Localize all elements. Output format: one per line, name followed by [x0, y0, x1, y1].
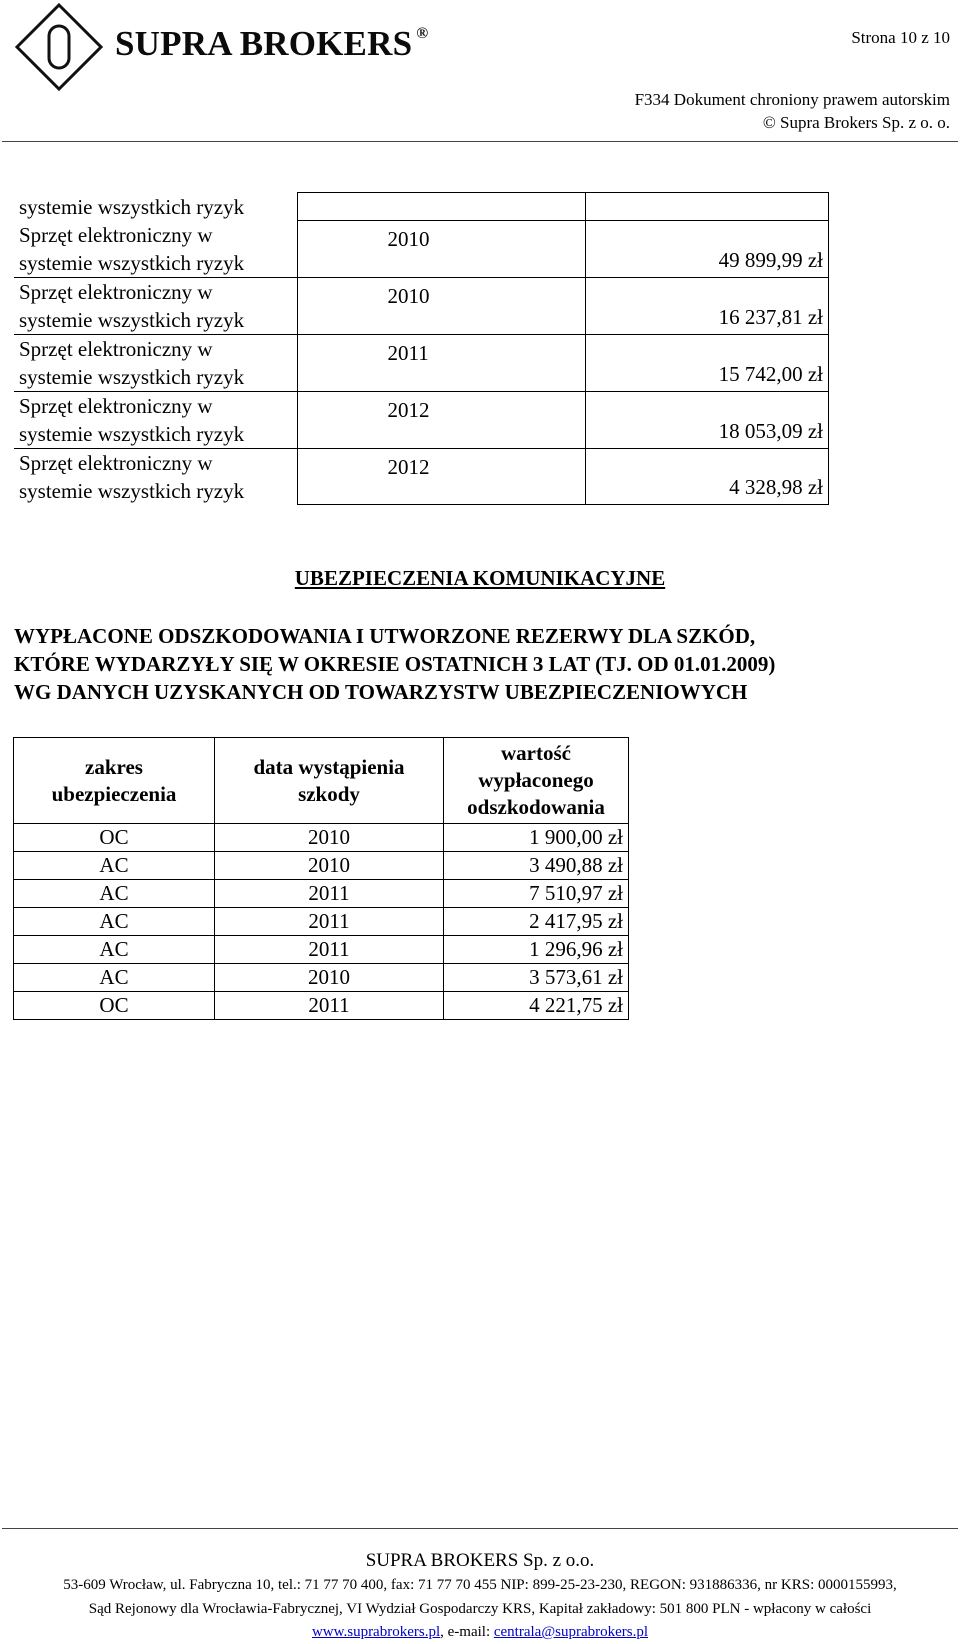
table-cell: 2012 — [297, 448, 585, 505]
table-cell: AC — [14, 908, 215, 936]
logo-icon — [14, 2, 104, 92]
table-cell: 2012 — [297, 391, 585, 448]
table-cell: 1 296,96 zł — [444, 936, 629, 964]
footer-divider — [2, 1528, 958, 1529]
table-row — [14, 964, 629, 992]
table-cell: 2011 — [215, 908, 444, 936]
footer-court-info: Sąd Rejonowy dla Wrocławia-Fabrycznej, VI Wydział Gospodarczy KRS, Kapitał zakładowy: 501 800 PLN - wpłacony w całości — [88, 1601, 872, 1617]
table-cell: 2011 — [215, 936, 444, 964]
document-notice: F334 Dokument chroniony prawem autorskim — [634, 90, 950, 109]
table-cell: 2010 — [215, 824, 444, 852]
column-header-scope: zakres ubezpieczenia — [14, 738, 215, 824]
table-cell: 15 742,00 zł — [585, 334, 828, 391]
table-row — [14, 221, 829, 278]
column-header-value: wartość wypłaconego odszkodowania — [444, 738, 629, 824]
table-cell: 2010 — [215, 852, 444, 880]
table-cell: 3 573,61 zł — [444, 964, 629, 992]
table-row — [14, 992, 629, 1020]
table-cell: AC — [14, 880, 215, 908]
table-cell: 7 510,97 zł — [444, 880, 629, 908]
table-cell: OC — [14, 824, 215, 852]
table-row — [14, 908, 629, 936]
table-cell: OC — [14, 992, 215, 1020]
copyright-line: © Supra Brokers Sp. z o. o. — [762, 113, 950, 132]
registered-mark: ® — [416, 25, 429, 43]
table-cell: 2010 — [215, 964, 444, 992]
table-cell: 49 899,99 zł — [585, 221, 828, 278]
table-cell: Sprzęt elektroniczny w systemie wszystkich ryzyk — [14, 277, 297, 334]
footer-contact — [0, 1624, 960, 1641]
page-number: Strona 10 z 10 — [851, 28, 950, 47]
table-row — [14, 936, 629, 964]
table-cell: AC — [14, 936, 215, 964]
table-cell: 18 053,09 zł — [585, 391, 828, 448]
table-row — [14, 193, 829, 221]
table-cell: 2 417,95 zł — [444, 908, 629, 936]
table-cell: 2011 — [215, 880, 444, 908]
table-cell: 4 328,98 zł — [585, 448, 828, 505]
table-row — [14, 880, 629, 908]
table-cell: 2010 — [297, 277, 585, 334]
motor-claims-table — [13, 737, 629, 1020]
table-cell: Sprzęt elektroniczny w systemie wszystkich ryzyk — [14, 391, 297, 448]
table-header-row — [14, 738, 629, 824]
section-subtitle — [14, 622, 950, 706]
table-row — [14, 448, 829, 505]
table-cell: 4 221,75 zł — [444, 992, 629, 1020]
table-row — [14, 334, 829, 391]
table-cell: AC — [14, 964, 215, 992]
table-cell — [585, 193, 828, 221]
table-row — [14, 824, 629, 852]
footer-address: 53-609 Wrocław, ul. Fabryczna 10, tel.: 71 77 70 400, fax: 71 77 70 455 NIP: 899-25-23-230, REGON: 931886336, nr KRS: 0000155993, — [63, 1577, 897, 1593]
table-row — [14, 277, 829, 334]
table-cell: systemie wszystkich ryzyk — [19, 194, 245, 219]
table-cell: 1 900,00 zł — [444, 824, 629, 852]
subtitle-line: WG DANYCH UZYSKANYCH OD TOWARZYSTW UBEZPIECZENIOWYCH — [14, 680, 748, 704]
section-title: UBEZPIECZENIA KOMUNIKACYJNE — [294, 566, 666, 590]
subtitle-line: WYPŁACONE ODSZKODOWANIA I UTWORZONE REZERWY DLA SZKÓD, — [14, 624, 756, 648]
footer-company: SUPRA BROKERS Sp. z o.o. — [365, 1550, 595, 1571]
table-row — [14, 391, 829, 448]
table-cell: Sprzęt elektroniczny w systemie wszystkich ryzyk — [14, 334, 297, 391]
table-cell: 2011 — [215, 992, 444, 1020]
table-row — [14, 852, 629, 880]
table-cell: 2010 — [297, 221, 585, 278]
email-label: , e-mail: — [440, 1624, 494, 1640]
email-link[interactable]: centrala@suprabrokers.pl — [493, 1624, 649, 1640]
table-cell: Sprzęt elektroniczny w systemie wszystkich ryzyk — [19, 450, 245, 503]
table-cell — [297, 193, 585, 221]
property-claims-table — [14, 192, 829, 505]
column-header-date: data wystąpienia szkody — [215, 738, 444, 824]
table-cell: AC — [14, 852, 215, 880]
table-cell: 2011 — [297, 334, 585, 391]
website-link[interactable]: www.suprabrokers.pl — [311, 1624, 441, 1640]
table-cell: 16 237,81 zł — [585, 277, 828, 334]
header-divider — [2, 141, 958, 142]
table-cell: 3 490,88 zł — [444, 852, 629, 880]
table-cell: Sprzęt elektroniczny w systemie wszystkich ryzyk — [14, 221, 297, 278]
brand-name: SUPRA BROKERS ® — [115, 24, 429, 63]
subtitle-line: KTÓRE WYDARZYŁY SIĘ W OKRESIE OSTATNICH 3 LAT (TJ. OD 01.01.2009) — [14, 652, 776, 676]
